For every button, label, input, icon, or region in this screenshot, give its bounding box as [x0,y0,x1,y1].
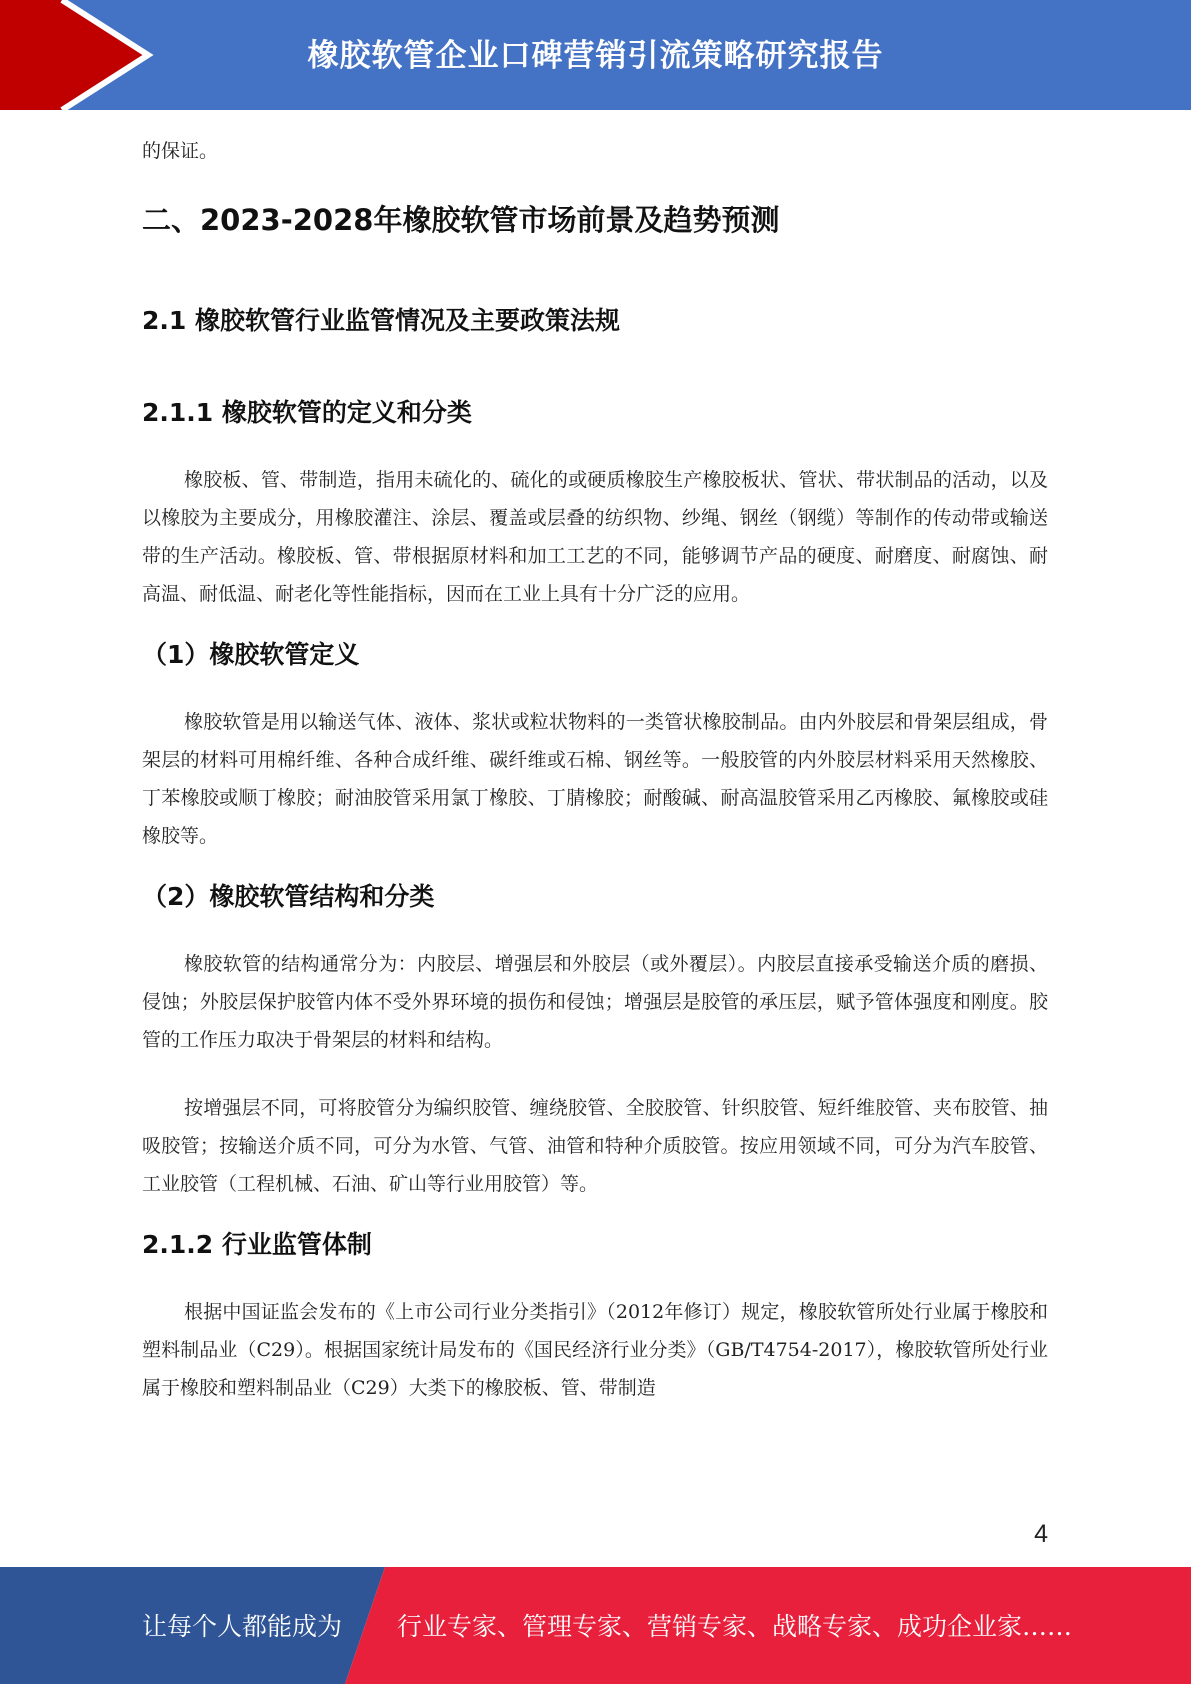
heading-hose-definition: （1）橡胶软管定义 [142,640,360,669]
footer-slogan-right: 行业专家、管理专家、营销专家、战略专家、成功企业家…… [397,1612,1073,1641]
paragraph-regulation: 根据中国证监会发布的《上市公司行业分类指引》（2012年修订）规定，橡胶软管所处行业属于橡胶和塑料制品业（C29）。根据国家统计局发布的《国民经济行业分类》（GB/T4754-2017），橡胶软管所处行业属于橡胶和塑料制品业（C29）大类下的橡胶板、管、带制造 [142,1301,1048,1399]
page-number: 4 [1034,1520,1048,1548]
report-title: 橡胶软管企业口碑营销引流策略研究报告 [307,38,884,74]
paragraph-hose-structure: 橡胶软管的结构通常分为：内胶层、增强层和外胶层（或外覆层）。内胶层直接承受输送介质的磨损、侵蚀；外胶层保护胶管内体不受外界环境的损伤和侵蚀；增强层是胶管的承压层，赋予管体强度和刚度。胶管的工作压力取决于骨架层的材料和结构。 [142,953,1048,1051]
paragraph-continuation: 的保证。 [142,140,219,162]
paragraph-definition: 橡胶板、管、带制造，指用未硫化的、硫化的或硬质橡胶生产橡胶板状、管状、带状制品的活动，以及以橡胶为主要成分，用橡胶灌注、涂层、覆盖或层叠的纺织物、纱绳、钢丝（钢缆）等制作的传动带或输送带的生产活动。橡胶板、管、带根据原材料和加工工艺的不同，能够调节产品的硬度、耐磨度、耐腐蚀、耐高温、耐低温、耐老化等性能指标，因而在工业上具有十分广泛的应用。 [142,469,1048,605]
subsection-heading-2-1: 2.1 橡胶软管行业监管情况及主要政策法规 [142,306,620,335]
paragraph-hose-classification: 按增强层不同，可将胶管分为编织胶管、缠绕胶管、全胶胶管、针织胶管、短纤维胶管、夹布胶管、抽吸胶管；按输送介质不同，可分为水管、气管、油管和特种介质胶管。按应用领域不同，可分为汽车胶管、工业胶管（工程机械、石油、矿山等行业用胶管）等。 [142,1097,1048,1195]
page-header [0,0,1191,110]
paragraph-hose-definition: 橡胶软管是用以输送气体、液体、浆状或粒状物料的一类管状橡胶制品。由内外胶层和骨架层组成，骨架层的材料可用棉纤维、各种合成纤维、碳纤维或石棉、钢丝等。一般胶管的内外胶层材料采用天然橡胶、丁苯橡胶或顺丁橡胶；耐油胶管采用氯丁橡胶、丁腈橡胶；耐酸碱、耐高温胶管采用乙丙橡胶、氟橡胶或硅橡胶等。 [142,711,1048,847]
footer-slogan-left: 让每个人都能成为 [142,1612,343,1641]
subsection-heading-2-1-2: 2.1.2 行业监管体制 [142,1230,372,1259]
page-footer [0,1567,1191,1684]
section-heading: 二、2023-2028年橡胶软管市场前景及趋势预测 [142,203,780,237]
heading-hose-structure: （2）橡胶软管结构和分类 [142,882,435,911]
subsection-heading-2-1-1: 2.1.1 橡胶软管的定义和分类 [142,398,472,427]
document-body [142,132,1048,1407]
